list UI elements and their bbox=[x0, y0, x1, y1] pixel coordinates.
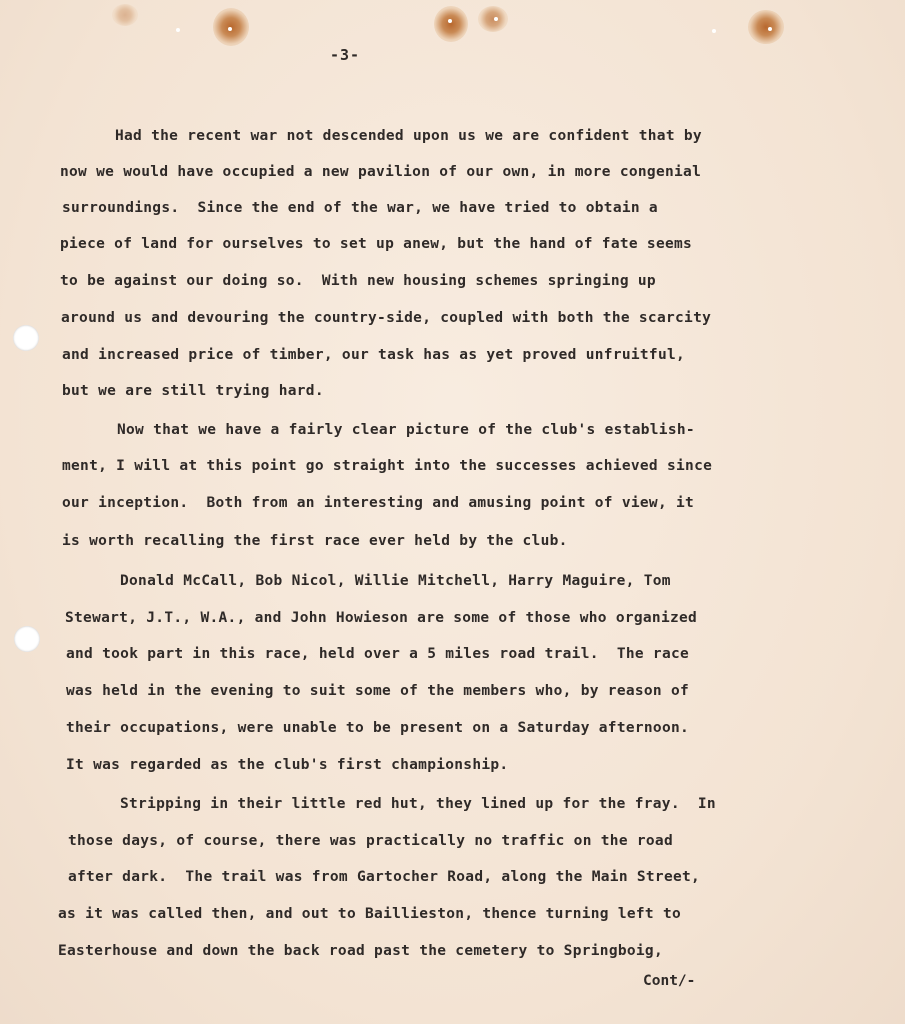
text-line: surroundings. Since the end of the war, we have tried to obtain a bbox=[62, 200, 658, 216]
pin-hole bbox=[448, 19, 452, 23]
text-line: Donald McCall, Bob Nicol, Willie Mitchell, Harry Maguire, Tom bbox=[120, 573, 671, 589]
text-line: Stripping in their little red hut, they lined up for the fray. In bbox=[120, 796, 716, 812]
text-line: Stewart, J.T., W.A., and John Howieson are some of those who organized bbox=[65, 610, 698, 626]
text-line: our inception. Both from an interesting and amusing point of view, it bbox=[62, 495, 695, 511]
punch-hole bbox=[13, 325, 39, 351]
text-line: and increased price of timber, our task has as yet proved unfruitful, bbox=[62, 347, 686, 363]
pin-hole bbox=[494, 17, 498, 21]
text-line: Now that we have a fairly clear picture of the club's establish- bbox=[117, 422, 695, 438]
text-line: and took part in this race, held over a 5 miles road trail. The race bbox=[66, 646, 690, 662]
rust-stain bbox=[748, 10, 784, 44]
text-line: is worth recalling the first race ever held by the club. bbox=[62, 533, 568, 549]
text-line: Had the recent war not descended upon us we are confident that by bbox=[115, 128, 702, 144]
text-line: those days, of course, there was practically no traffic on the road bbox=[68, 833, 673, 849]
text-line: but we are still trying hard. bbox=[62, 383, 324, 399]
text-line: was held in the evening to suit some of the members who, by reason of bbox=[66, 683, 690, 699]
pin-hole bbox=[176, 28, 180, 32]
page-number: -3- bbox=[330, 46, 361, 64]
pin-hole bbox=[768, 27, 772, 31]
rust-stain bbox=[112, 4, 138, 26]
pin-hole bbox=[228, 27, 232, 31]
text-line: now we would have occupied a new pavilion of our own, in more congenial bbox=[60, 164, 702, 180]
text-line: It was regarded as the club's first championship. bbox=[66, 757, 509, 773]
rust-stain bbox=[478, 6, 508, 32]
text-line: around us and devouring the country-side, coupled with both the scarcity bbox=[61, 310, 712, 326]
text-line: to be against our doing so. With new housing schemes springing up bbox=[60, 273, 656, 289]
text-line: after dark. The trail was from Gartocher Road, along the Main Street, bbox=[68, 869, 701, 885]
text-line: their occupations, were unable to be present on a Saturday afternoon. bbox=[66, 720, 690, 736]
rust-stain bbox=[434, 6, 468, 42]
text-line: piece of land for ourselves to set up anew, but the hand of fate seems bbox=[60, 236, 693, 252]
punch-hole bbox=[14, 626, 40, 652]
text-line: as it was called then, and out to Baillieston, thence turning left to bbox=[58, 906, 682, 922]
text-line: ment, I will at this point go straight into the successes achieved since bbox=[62, 458, 713, 474]
text-line: Easterhouse and down the back road past the cemetery to Springboig, bbox=[58, 943, 663, 959]
pin-hole bbox=[712, 29, 716, 33]
continuation-mark: Cont/- bbox=[643, 973, 696, 989]
